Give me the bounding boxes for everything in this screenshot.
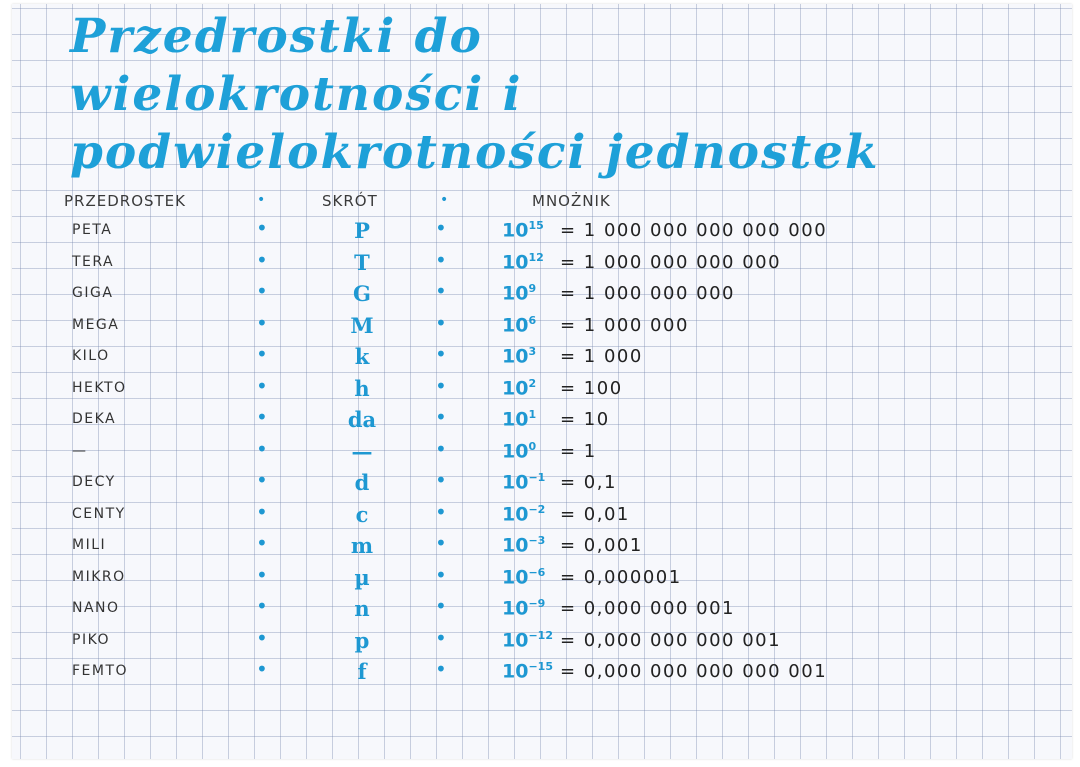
power-exponent: 12 <box>528 250 544 264</box>
bullet-dot: • <box>256 625 268 650</box>
table-row <box>12 279 1072 311</box>
multiplier-value: = 1 000 000 <box>560 314 689 336</box>
bullet-dot: • <box>256 562 268 587</box>
power-exponent: 0 <box>528 439 537 453</box>
power-exponent: 2 <box>528 376 537 390</box>
prefix-abbr: c <box>355 501 369 527</box>
multiplier-value: = 0,000 000 001 <box>560 598 735 619</box>
power-of-ten <box>502 566 545 588</box>
power-of-ten <box>502 597 545 619</box>
header-dot: • <box>440 192 449 208</box>
prefix-name: KILO <box>72 348 110 364</box>
header-prefix: PRZEDROSTEK <box>64 192 186 210</box>
table-row <box>12 531 1072 563</box>
prefix-name: DECY <box>72 474 116 490</box>
bullet-dot: • <box>435 436 447 461</box>
table-row <box>12 311 1072 343</box>
prefix-name: MEGA <box>72 316 120 333</box>
prefix-table <box>12 216 1072 689</box>
prefix-abbr: M <box>350 312 374 338</box>
bullet-dot: • <box>435 310 447 335</box>
table-row <box>12 374 1072 406</box>
prefix-abbr: da <box>347 407 377 432</box>
prefix-abbr: d <box>354 470 370 495</box>
power-exponent: −15 <box>528 660 553 673</box>
table-row <box>12 216 1072 248</box>
prefix-abbr: k <box>354 344 370 369</box>
power-exponent: −3 <box>528 534 546 547</box>
table-row <box>12 248 1072 280</box>
power-base: 10 <box>502 219 529 242</box>
table-row <box>12 468 1072 500</box>
power-base: 10 <box>502 534 529 557</box>
bullet-dot: • <box>256 594 268 618</box>
table-row <box>12 437 1072 469</box>
power-of-ten <box>502 377 536 399</box>
power-base: 10 <box>502 565 529 588</box>
power-of-ten <box>502 471 545 493</box>
bullet-dot: • <box>435 562 447 587</box>
power-base: 10 <box>502 439 529 462</box>
prefix-name: CENTY <box>72 505 126 522</box>
power-exponent: 3 <box>528 345 537 358</box>
power-exponent: −12 <box>528 628 553 642</box>
power-exponent: 9 <box>528 282 537 295</box>
multiplier-value: = 0,000 000 000 000 001 <box>560 661 828 682</box>
bullet-dot: • <box>435 216 447 240</box>
power-exponent: 15 <box>528 219 544 232</box>
power-base: 10 <box>502 250 529 273</box>
multiplier-value: = 100 <box>560 377 623 399</box>
power-of-ten <box>502 408 536 430</box>
power-exponent: −2 <box>528 502 546 516</box>
bullet-dot: • <box>435 279 447 303</box>
multiplier-value: = 1 000 000 000 000 <box>560 251 782 273</box>
power-base: 10 <box>502 282 529 305</box>
power-of-ten <box>502 660 553 682</box>
prefix-name: GIGA <box>72 285 114 301</box>
prefix-abbr: — <box>351 438 373 464</box>
prefix-abbr: h <box>354 375 370 401</box>
power-of-ten <box>502 534 545 556</box>
notebook-page <box>12 4 1072 759</box>
prefix-abbr: G <box>353 281 371 306</box>
power-base: 10 <box>502 345 529 368</box>
bullet-dot: • <box>256 373 268 398</box>
table-row <box>12 500 1072 532</box>
bullet-dot: • <box>256 468 268 492</box>
prefix-name: PIKO <box>72 631 111 648</box>
power-exponent: −1 <box>528 471 546 484</box>
multiplier-value: = 0,01 <box>560 503 630 525</box>
power-of-ten <box>502 440 536 462</box>
prefix-name: NANO <box>72 600 120 616</box>
table-row <box>12 405 1072 437</box>
bullet-dot: • <box>435 468 447 492</box>
multiplier-value: = 1 000 000 000 <box>560 283 735 304</box>
table-row <box>12 342 1072 374</box>
prefix-name: DEKA <box>72 411 117 427</box>
bullet-dot: • <box>435 531 447 555</box>
prefix-name: HEKTO <box>72 379 127 396</box>
table-row <box>12 563 1072 595</box>
bullet-dot: • <box>435 625 447 650</box>
power-base: 10 <box>502 628 529 651</box>
bullet-dot: • <box>435 499 447 524</box>
prefix-name: — <box>72 442 88 459</box>
bullet-dot: • <box>256 499 268 524</box>
page-title: Przedrostki do wielokrotności i podwielokrotności jednostek <box>70 9 880 180</box>
bullet-dot: • <box>256 657 268 681</box>
power-of-ten <box>502 251 544 273</box>
bullet-dot: • <box>435 657 447 681</box>
bullet-dot: • <box>256 247 268 272</box>
bullet-dot: • <box>435 405 447 429</box>
multiplier-value: = 1 <box>560 440 597 462</box>
header-dot: • <box>257 192 266 208</box>
power-base: 10 <box>502 597 529 620</box>
multiplier-value: = 1 000 <box>560 346 643 367</box>
power-of-ten <box>502 629 553 651</box>
power-of-ten <box>502 282 536 304</box>
power-base: 10 <box>502 502 529 525</box>
prefix-abbr: P <box>354 218 370 243</box>
prefix-name: PETA <box>72 222 113 238</box>
multiplier-value: = 0,000001 <box>560 566 682 588</box>
prefix-name: MILI <box>72 537 107 553</box>
bullet-dot: • <box>256 405 268 429</box>
bullet-dot: • <box>435 373 447 398</box>
power-of-ten <box>502 503 545 525</box>
prefix-abbr: T <box>354 249 370 275</box>
power-of-ten <box>502 219 544 241</box>
power-exponent: −6 <box>528 565 546 579</box>
power-base: 10 <box>502 471 529 494</box>
multiplier-value: = 1 000 000 000 000 000 <box>560 220 828 241</box>
bullet-dot: • <box>435 247 447 272</box>
bullet-dot: • <box>435 342 447 366</box>
header-abbr: SKRÓT <box>322 192 378 210</box>
header-multiplier: MNOŻNIK <box>532 192 611 210</box>
prefix-name: MIKRO <box>72 568 126 585</box>
power-exponent: 1 <box>528 408 537 421</box>
power-base: 10 <box>502 313 529 336</box>
power-exponent: −9 <box>528 597 546 610</box>
multiplier-value: = 10 <box>560 409 610 430</box>
power-of-ten <box>502 345 536 367</box>
prefix-name: FEMTO <box>72 663 129 679</box>
bullet-dot: • <box>256 216 268 240</box>
multiplier-value: = 0,000 000 000 001 <box>560 629 782 651</box>
power-base: 10 <box>502 660 529 683</box>
bullet-dot: • <box>256 310 268 335</box>
bullet-dot: • <box>256 279 268 303</box>
prefix-abbr: p <box>354 627 370 653</box>
power-exponent: 6 <box>528 313 537 327</box>
bullet-dot: • <box>435 594 447 618</box>
prefix-abbr: n <box>354 596 370 621</box>
power-base: 10 <box>502 408 529 431</box>
table-row <box>12 626 1072 658</box>
bullet-dot: • <box>256 436 268 461</box>
prefix-abbr: m <box>350 533 374 558</box>
bullet-dot: • <box>256 531 268 555</box>
multiplier-value: = 0,001 <box>560 535 643 556</box>
power-base: 10 <box>502 376 529 399</box>
prefix-abbr: f <box>357 659 367 684</box>
table-row <box>12 657 1072 689</box>
table-row <box>12 594 1072 626</box>
prefix-name: TERA <box>72 253 115 270</box>
multiplier-value: = 0,1 <box>560 472 617 493</box>
power-of-ten <box>502 314 536 336</box>
bullet-dot: • <box>256 342 268 366</box>
prefix-abbr: µ <box>354 564 370 590</box>
